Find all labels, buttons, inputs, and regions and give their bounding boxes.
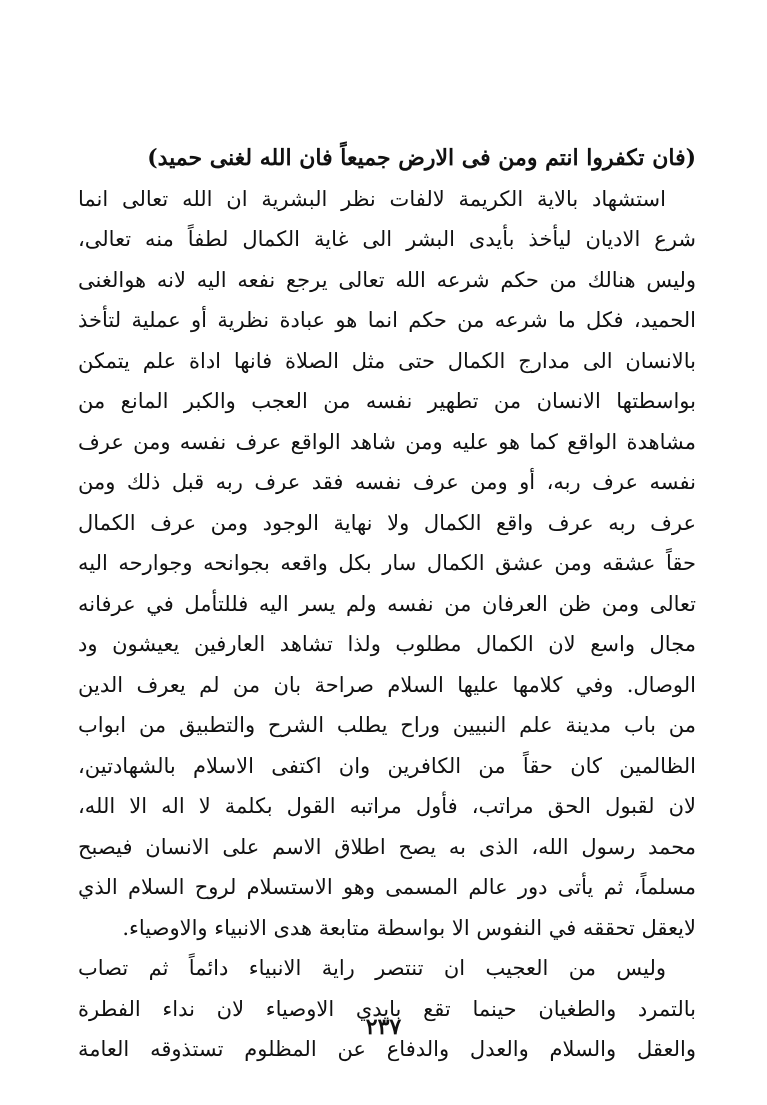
text-line: وليس هنالك من حكم شرعه الله تعالى يرجع نفعه اليه لانه هوالغنى <box>78 267 696 292</box>
text-line: شرع الاديان ليأخذ بأيدى البشر الى غاية الكمال لطفاً منه تعالى، <box>78 227 696 251</box>
text-line: بواسطتها الانسان من تطهير نفسه من العجب والكبر المانع من <box>78 389 696 413</box>
text-line: الوصال. وفي كلامها عليها السلام صراحة بان من لم يعرف الدين <box>78 672 696 697</box>
page-number: ٢٣٧ <box>365 1014 402 1040</box>
text-line: نفسه عرف ربه، أو ومن عرف نفسه فقد عرف ربه قبل ذلك ومن <box>78 470 696 494</box>
body-text <box>78 138 696 1070</box>
text-line: لان لقبول الحق مراتب، فأول مراتبه القول بكلمة لا اله الا الله، <box>78 794 696 818</box>
text-line: محمد رسول الله، الذى به يصح اطلاق الاسم على الانسان فيصبح <box>78 834 696 859</box>
text-line: بالانسان الى مدارج الكمال حتى مثل الصلاة فانها اداة علم يتمكن <box>78 348 696 373</box>
text-line: مشاهدة الواقع كما هو عليه ومن شاهد الواقع عرف نفسه ومن عرف <box>78 429 696 454</box>
text-line: الحميد، فكل ما شرعه من حكم انما هو عبادة نظرية أو عملية لتأخذ <box>78 308 696 332</box>
text-line: لايعقل تحققه في النفوس الا بواسطة متابعة هدى الانبياء والاوصياء. <box>122 915 696 940</box>
quran-verse-heading: (فان تكفروا انتم ومن فى الارض جميعاً فان الله لغنى حميد) <box>147 145 696 171</box>
text-line: عرف ربه عرف واقع الكمال ولا نهاية الوجود ومن عرف الكمال <box>78 510 696 535</box>
text-line: مسلماً، ثم يأتى دور عالم المسمى وهو الاستسلام لروح السلام الذي <box>78 875 696 899</box>
text-line: من باب مدينة علم النبيين وراح يطلب الشرح والتطبيق من ابواب <box>78 713 696 737</box>
text-line: تعالى ومن ظن العرفان من نفسه ولم يسر اليه فللتأمل في عرفانه <box>78 591 696 616</box>
text-line: وليس من العجيب ان تنتصر راية الانبياء دائماً ثم تصاب <box>78 956 666 980</box>
text-line: والعقل والسلام والعدل والدفاع عن المظلوم تستذوقه العامة <box>78 1037 696 1061</box>
text-line: بالتمرد والطغيان حينما تقع بايدي الاوصياء لان نداء الفطرة <box>78 996 696 1021</box>
text-line: حقاً عشقه ومن عشق الكمال سار بكل واقعه بجوانحه وجوارحه اليه <box>78 551 696 575</box>
text-line: الظالمين كان حقاً من الكافرين وان اكتفى الاسلام بالشهادتين، <box>78 753 696 778</box>
text-line: مجال واسع لان الكمال مطلوب ولذا تشاهد العارفين يعيشون ود <box>78 632 696 656</box>
text-line: استشهاد بالاية الكريمة لالفات نظر البشرية ان الله تعالى انما <box>78 186 666 211</box>
